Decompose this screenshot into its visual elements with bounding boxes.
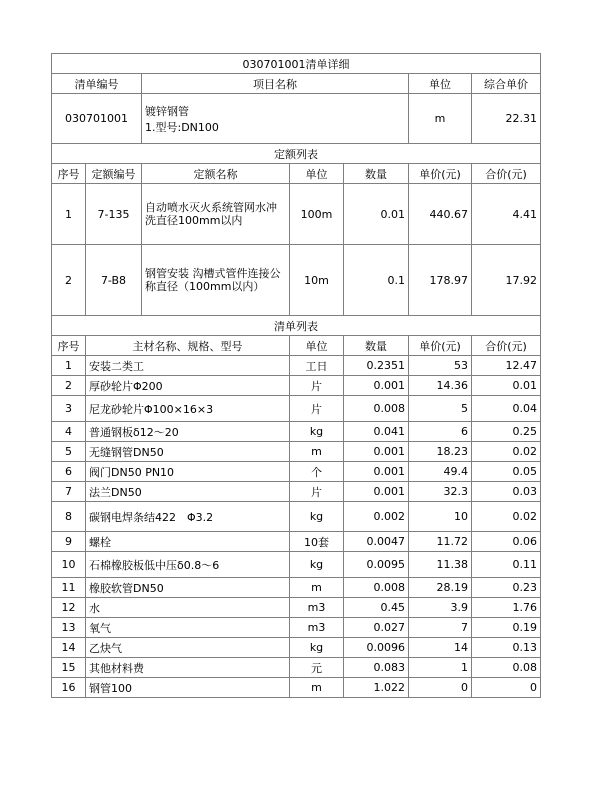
material-row — [52, 532, 541, 552]
material-qty: 0.002 — [344, 502, 409, 532]
bill-detail-table — [51, 53, 541, 698]
material-qty: 1.022 — [344, 678, 409, 698]
title-row — [52, 54, 541, 74]
material-row — [52, 552, 541, 578]
quota-name: 自动喷水灭火系统管网水冲洗直径100mm以内 — [142, 184, 290, 245]
material-name: 厚砂轮片Φ200 — [86, 376, 290, 396]
bill-name-line2: 1.型号:DN100 — [145, 120, 219, 134]
material-unit: kg — [290, 422, 344, 442]
material-unit-price: 10 — [409, 502, 472, 532]
material-no-header: 序号 — [52, 336, 86, 356]
material-total: 0.01 — [472, 376, 541, 396]
material-no: 5 — [52, 442, 86, 462]
material-total: 12.47 — [472, 356, 541, 376]
quota-total-header: 合价(元) — [472, 164, 541, 184]
material-name: 普通钢板δ12～20 — [86, 422, 290, 442]
material-name: 石棉橡胶板低中压δ0.8～6 — [86, 552, 290, 578]
material-name: 橡胶软管DN50 — [86, 578, 290, 598]
material-row — [52, 376, 541, 396]
material-qty: 0.008 — [344, 396, 409, 422]
material-name: 碳钢电焊条结422 Φ3.2 — [86, 502, 290, 532]
bill-name — [142, 94, 409, 144]
material-unit: m3 — [290, 598, 344, 618]
material-no: 12 — [52, 598, 86, 618]
material-qty-header: 数量 — [344, 336, 409, 356]
material-row — [52, 638, 541, 658]
material-unit-price: 7 — [409, 618, 472, 638]
quota-qty: 0.01 — [344, 184, 409, 245]
material-unit: 片 — [290, 396, 344, 422]
material-name: 法兰DN50 — [86, 482, 290, 502]
material-name: 阀门DN50 PN10 — [86, 462, 290, 482]
material-row — [52, 618, 541, 638]
quota-no: 2 — [52, 245, 86, 316]
material-row — [52, 422, 541, 442]
material-total: 0.13 — [472, 638, 541, 658]
quota-total: 4.41 — [472, 184, 541, 245]
material-unit: kg — [290, 552, 344, 578]
material-unit-price: 3.9 — [409, 598, 472, 618]
material-no: 15 — [52, 658, 86, 678]
quota-row — [52, 245, 541, 316]
material-unit-price: 53 — [409, 356, 472, 376]
material-qty: 0.2351 — [344, 356, 409, 376]
material-total: 0.19 — [472, 618, 541, 638]
material-no: 8 — [52, 502, 86, 532]
bill-name-line1: 镀锌钢管 — [145, 104, 189, 118]
quota-qty: 0.1 — [344, 245, 409, 316]
material-total: 0.11 — [472, 552, 541, 578]
quota-unit-price-header: 单价(元) — [409, 164, 472, 184]
material-name: 乙炔气 — [86, 638, 290, 658]
material-total: 0.23 — [472, 578, 541, 598]
material-no: 16 — [52, 678, 86, 698]
bill-price-header: 综合单价 — [472, 74, 541, 94]
material-unit: 工日 — [290, 356, 344, 376]
material-total: 0.02 — [472, 502, 541, 532]
quota-unit: 100m — [290, 184, 344, 245]
material-row — [52, 482, 541, 502]
material-unit-price: 18.23 — [409, 442, 472, 462]
material-qty: 0.008 — [344, 578, 409, 598]
material-row — [52, 442, 541, 462]
material-qty: 0.45 — [344, 598, 409, 618]
material-name: 安装二类工 — [86, 356, 290, 376]
material-qty: 0.001 — [344, 442, 409, 462]
quota-unit: 10m — [290, 245, 344, 316]
bill-row — [52, 94, 541, 144]
material-no: 14 — [52, 638, 86, 658]
material-row — [52, 502, 541, 532]
material-total: 0.08 — [472, 658, 541, 678]
bill-price: 22.31 — [472, 94, 541, 144]
material-no: 1 — [52, 356, 86, 376]
material-unit-price: 14 — [409, 638, 472, 658]
quota-qty-header: 数量 — [344, 164, 409, 184]
material-unit-price: 49.4 — [409, 462, 472, 482]
material-name-header: 主材名称、规格、型号 — [86, 336, 290, 356]
material-unit: m — [290, 678, 344, 698]
quota-unit-price: 178.97 — [409, 245, 472, 316]
quota-row — [52, 184, 541, 245]
material-name: 氧气 — [86, 618, 290, 638]
material-unit-price: 28.19 — [409, 578, 472, 598]
quota-section-title: 定额列表 — [52, 144, 541, 164]
quota-unit-header: 单位 — [290, 164, 344, 184]
material-row — [52, 578, 541, 598]
material-row — [52, 356, 541, 376]
material-unit-price: 11.72 — [409, 532, 472, 552]
quota-no: 1 — [52, 184, 86, 245]
material-unit: kg — [290, 638, 344, 658]
bill-unit: m — [409, 94, 472, 144]
bill-unit-header: 单位 — [409, 74, 472, 94]
quota-name: 钢管安装 沟槽式管件连接公称直径（100mm以内） — [142, 245, 290, 316]
material-name: 其他材料费 — [86, 658, 290, 678]
quota-no-header: 序号 — [52, 164, 86, 184]
quota-section-row — [52, 144, 541, 164]
material-row — [52, 598, 541, 618]
material-row — [52, 658, 541, 678]
material-no: 4 — [52, 422, 86, 442]
material-unit: m — [290, 442, 344, 462]
material-unit-price: 5 — [409, 396, 472, 422]
material-header-row — [52, 336, 541, 356]
material-total: 0.06 — [472, 532, 541, 552]
material-section-row — [52, 316, 541, 336]
material-qty: 0.001 — [344, 462, 409, 482]
bill-detail-sheet — [51, 53, 540, 698]
bill-header-row — [52, 74, 541, 94]
quota-code-header: 定额编号 — [86, 164, 142, 184]
material-total: 0.02 — [472, 442, 541, 462]
material-section-title: 清单列表 — [52, 316, 541, 336]
material-no: 6 — [52, 462, 86, 482]
material-unit: 片 — [290, 376, 344, 396]
material-name: 钢管100 — [86, 678, 290, 698]
material-name: 尼龙砂轮片Φ100×16×3 — [86, 396, 290, 422]
material-qty: 0.001 — [344, 376, 409, 396]
material-unit: 10套 — [290, 532, 344, 552]
bill-code: 030701001 — [52, 94, 142, 144]
material-name: 螺栓 — [86, 532, 290, 552]
material-unit: 元 — [290, 658, 344, 678]
material-name: 无缝钢管DN50 — [86, 442, 290, 462]
material-total: 0 — [472, 678, 541, 698]
material-total: 0.03 — [472, 482, 541, 502]
material-unit-price: 32.3 — [409, 482, 472, 502]
material-total: 0.04 — [472, 396, 541, 422]
material-unit-header: 单位 — [290, 336, 344, 356]
material-unit-price-header: 单价(元) — [409, 336, 472, 356]
quota-name-header: 定额名称 — [142, 164, 290, 184]
material-total: 1.76 — [472, 598, 541, 618]
material-no: 10 — [52, 552, 86, 578]
material-unit-price: 0 — [409, 678, 472, 698]
material-unit: 个 — [290, 462, 344, 482]
material-no: 13 — [52, 618, 86, 638]
material-unit-price: 14.36 — [409, 376, 472, 396]
material-row — [52, 678, 541, 698]
bill-name-header: 项目名称 — [142, 74, 409, 94]
quota-header-row — [52, 164, 541, 184]
material-no: 2 — [52, 376, 86, 396]
material-no: 11 — [52, 578, 86, 598]
material-qty: 0.0047 — [344, 532, 409, 552]
quota-code: 7-135 — [86, 184, 142, 245]
material-row — [52, 396, 541, 422]
material-unit: 片 — [290, 482, 344, 502]
material-total-header: 合价(元) — [472, 336, 541, 356]
material-qty: 0.027 — [344, 618, 409, 638]
material-total: 0.25 — [472, 422, 541, 442]
material-unit: kg — [290, 502, 344, 532]
material-no: 9 — [52, 532, 86, 552]
material-total: 0.05 — [472, 462, 541, 482]
material-qty: 0.0095 — [344, 552, 409, 578]
bill-code-header: 清单编号 — [52, 74, 142, 94]
material-unit: m3 — [290, 618, 344, 638]
quota-code: 7-B8 — [86, 245, 142, 316]
quota-total: 17.92 — [472, 245, 541, 316]
material-qty: 0.001 — [344, 482, 409, 502]
material-name: 水 — [86, 598, 290, 618]
quota-unit-price: 440.67 — [409, 184, 472, 245]
material-row — [52, 462, 541, 482]
sheet-title: 030701001清单详细 — [52, 54, 541, 74]
material-unit-price: 6 — [409, 422, 472, 442]
material-no: 3 — [52, 396, 86, 422]
material-unit-price: 1 — [409, 658, 472, 678]
material-unit-price: 11.38 — [409, 552, 472, 578]
material-qty: 0.0096 — [344, 638, 409, 658]
material-qty: 0.041 — [344, 422, 409, 442]
material-list — [52, 356, 541, 698]
material-no: 7 — [52, 482, 86, 502]
material-qty: 0.083 — [344, 658, 409, 678]
material-unit: m — [290, 578, 344, 598]
